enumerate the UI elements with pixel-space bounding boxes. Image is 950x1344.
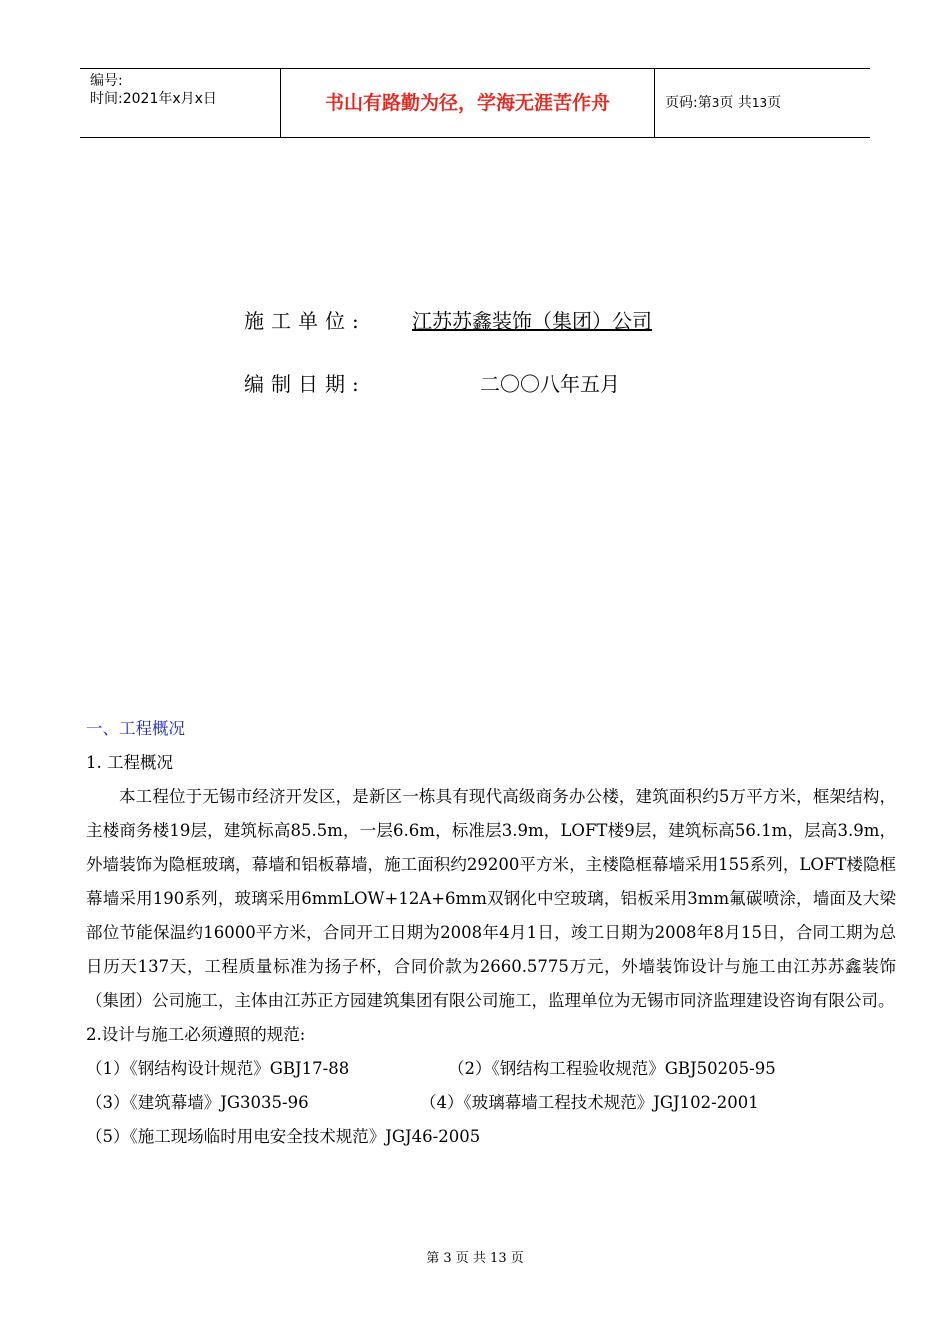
- document-body: [86, 712, 896, 1154]
- page-prefix: 页码:第: [665, 95, 712, 111]
- subsection-title: 1. 工程概况: [86, 753, 173, 772]
- standards-row: [86, 1086, 896, 1120]
- page-total: 13: [751, 96, 768, 110]
- page-footer: 第 3 页 共 13 页: [426, 1251, 524, 1266]
- compile-date-line: [244, 368, 620, 397]
- standard-item: （5）《施工现场临时用电安全技术规范》JGJ46-2005: [86, 1127, 481, 1146]
- standard-item: （1）《钢结构设计规范》GBJ17-88: [86, 1059, 350, 1078]
- header-page-info: [655, 69, 870, 137]
- header-meta: [80, 69, 281, 137]
- construction-unit-line: [244, 305, 652, 334]
- page-suffix: 页: [767, 95, 782, 111]
- standards-row: [86, 1052, 896, 1086]
- header-motto: 书山有路勤为径，学海无涯苦作舟: [281, 69, 655, 137]
- page-number: 3: [711, 96, 720, 110]
- page-mid: 页 共: [719, 95, 752, 111]
- construction-unit-label: 施工单位:: [244, 309, 366, 333]
- standard-item: （3）《建筑幕墙》JG3035-96: [86, 1093, 309, 1112]
- standard-item: （4）《玻璃幕墙工程技术规范》JGJ102-2001: [420, 1093, 759, 1112]
- serial-label: 编号:: [90, 73, 123, 89]
- page-header: [80, 68, 870, 138]
- standards-row: [86, 1120, 896, 1154]
- standards-title: 2.设计与施工必须遵照的规范:: [86, 1025, 306, 1044]
- construction-unit-value: 江苏苏鑫装饰（集团）公司: [412, 309, 652, 333]
- compile-date-label: 编制日期:: [244, 372, 366, 396]
- standard-item: （2）《钢结构工程验收规范》GBJ50205-95: [448, 1059, 776, 1078]
- time-label: 时间:2021年x月x日: [90, 91, 217, 107]
- section-title: 一、工程概况: [86, 719, 185, 738]
- compile-date-value: 二〇〇八年五月: [480, 372, 620, 396]
- overview-paragraph: 本工程位于无锡市经济开发区，是新区一栋具有现代高级商务办公楼，建筑面积约5万平方米，框架结构，主楼商务楼19层，建筑标高85.5m，一层6.6m，标准层3.9m，LOFT楼9层，建筑标高56.1m，层高3.9m，外墙装饰为隐框玻璃，幕墙和铝板幕墙，施工面积约29200平方米，主楼隐框幕墙采用155系列，LOFT楼隐框幕墙采用190系列，玻璃采用6mmLOW+12A+6mm双钢化中空玻璃，铝板采用3mm氟碳喷涂，墙面及大梁部位节能保温约16000平方米，合同开工日期为2008年4月1日，竣工日期为2008年8月15日，合同工期为总日历天137天，工程质量标准为扬子杯，合同价款为2660.5775万元，外墙装饰设计与施工由江苏苏鑫装饰（集团）公司施工，主体由江苏正方园建筑集团有限公司施工，监理单位为无锡市同济监理建设咨询有限公司。: [86, 787, 896, 1010]
